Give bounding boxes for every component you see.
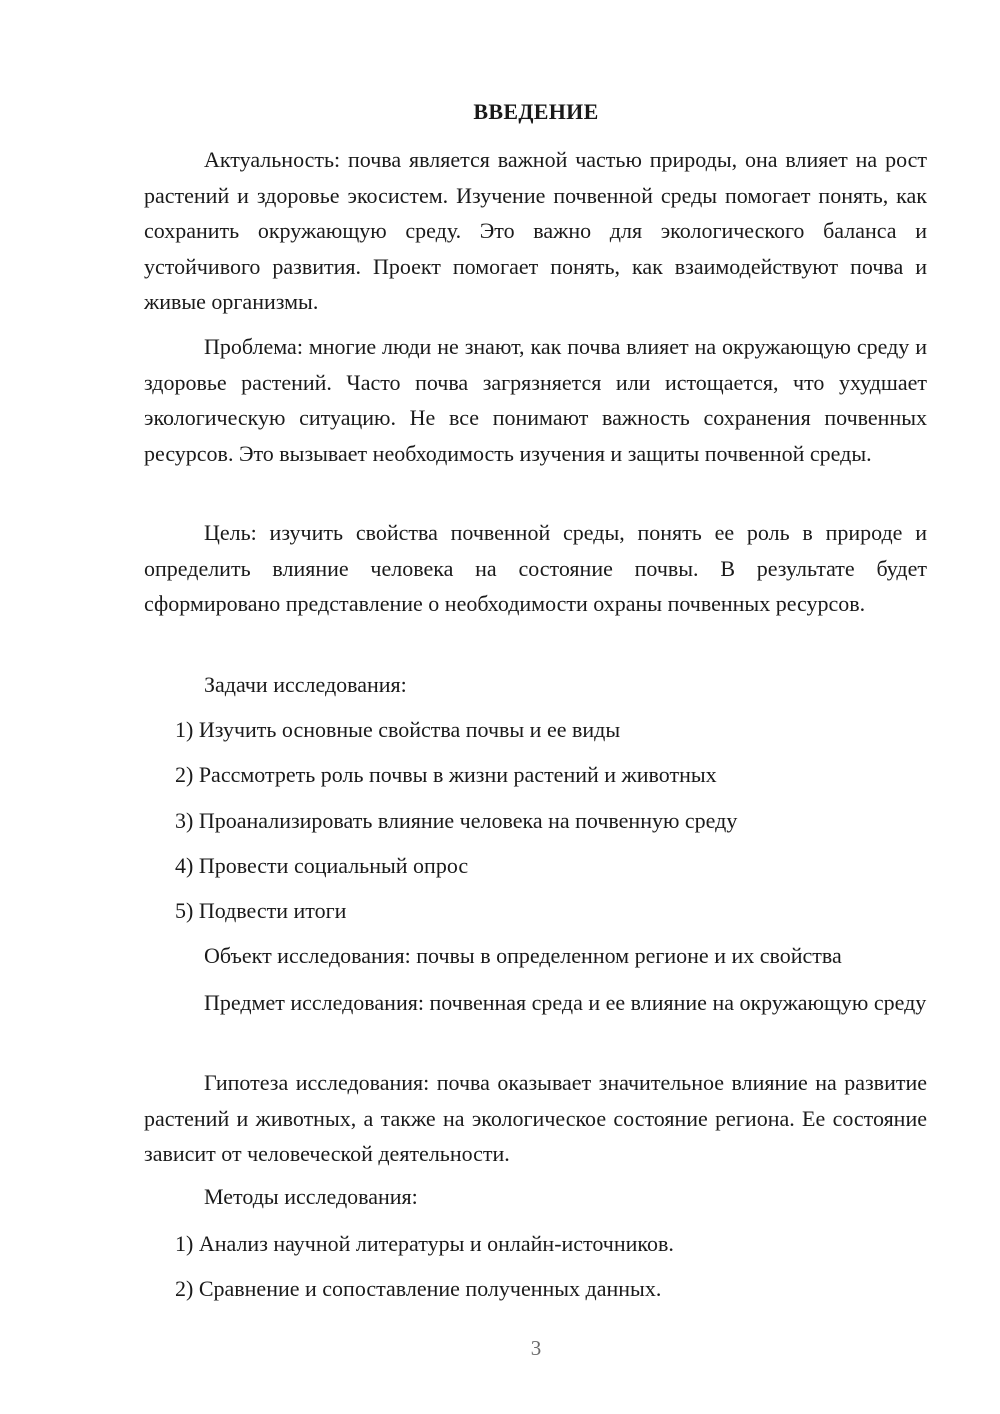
section-title: ВВЕДЕНИЕ [473,99,599,124]
methods-heading: Методы исследования: [204,1184,418,1209]
task-item: 5) Подвести итоги [175,898,347,923]
task-item: 2) Рассмотреть роль почвы в жизни растений и животных [175,762,717,787]
method-item: 2) Сравнение и сопоставление полученных данных. [175,1276,662,1301]
research-hypothesis: Гипотеза исследования: почва оказывает значительное влияние на развитие растений и животных, а также на экологическое состояние региона. Ее состояние зависит от человеческой деятельности. [144,1070,927,1166]
task-item: 3) Проанализировать влияние человека на почвенную среду [175,808,738,833]
page-number: 3 [530,1336,542,1360]
task-item: 1) Изучить основные свойства почвы и ее виды [175,717,621,742]
relevance-paragraph: Актуальность: почва является важной частью природы, она влияет на рост растений и здоровье экосистем. Изучение почвенной среды помогает понять, как сохранить окружающую среду. Это важно для экологического баланса и устойчивого развития. Проект помогает понять, как взаимодействуют почва и живые организмы. [144,147,927,314]
method-item: 1) Анализ научной литературы и онлайн-источников. [175,1231,674,1256]
tasks-heading: Задачи исследования: [204,672,407,697]
goal-paragraph: Цель: изучить свойства почвенной среды, понять ее роль в природе и определить влияние человека на состояние почвы. В результате будет сформировано представление о необходимости охраны почвенных ресурсов. [144,520,927,616]
research-subject: Предмет исследования: почвенная среда и ее влияние на окружающую среду [204,990,927,1015]
task-item: 4) Провести социальный опрос [175,853,469,878]
research-object: Объект исследования: почвы в определенном регионе и их свойства [204,943,842,968]
problem-paragraph: Проблема: многие люди не знают, как почва влияет на окружающую среду и здоровье растений. Часто почва загрязняется или истощается, что ухудшает экологическую ситуацию. Не все понимают важность сохранения почвенных ресурсов. Это вызывает необходимость изучения и защиты почвенной среды. [144,334,927,466]
